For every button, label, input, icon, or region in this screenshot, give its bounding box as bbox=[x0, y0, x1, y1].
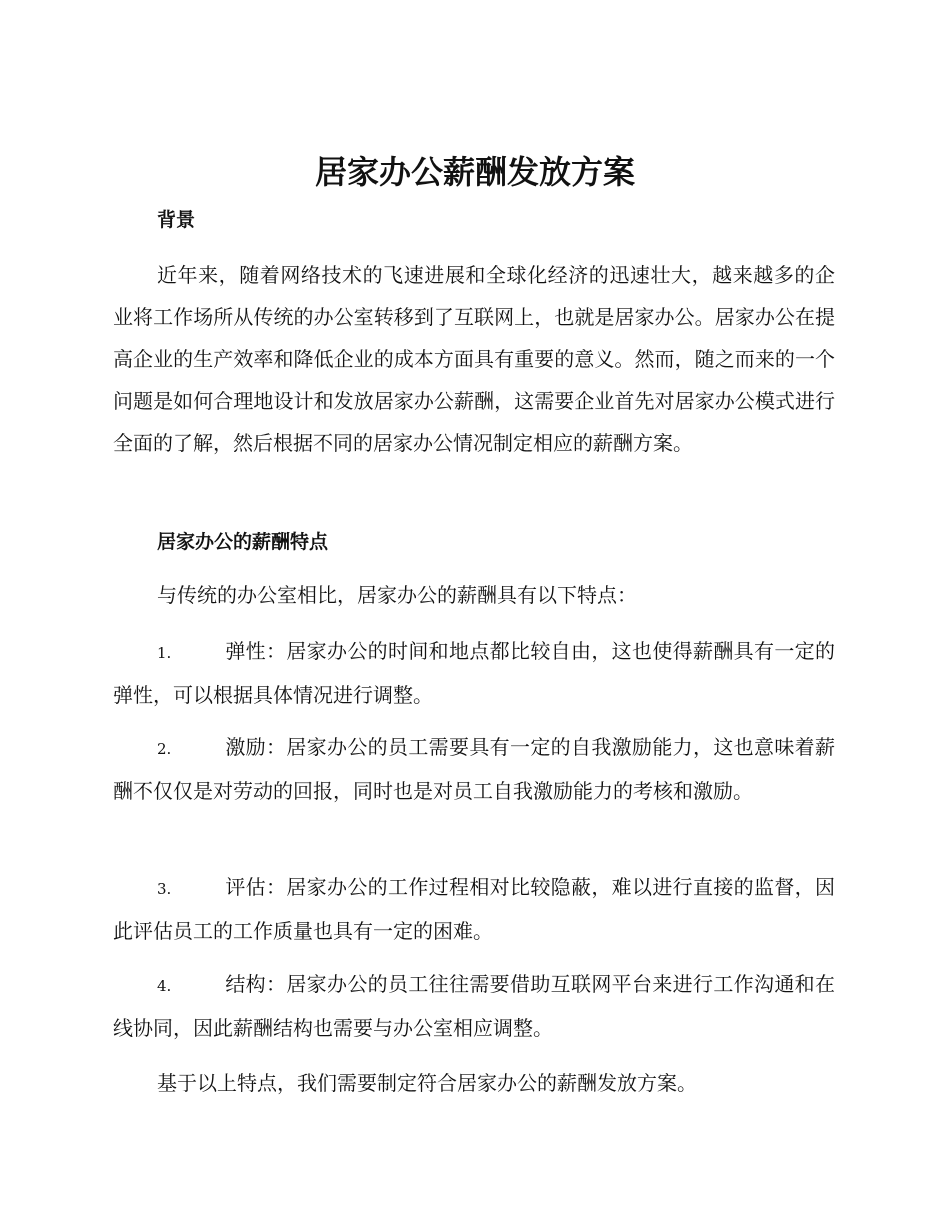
list-item bbox=[113, 726, 835, 812]
features-intro: 与传统的办公室相比，居家办公的薪酬具有以下特点： bbox=[157, 583, 637, 607]
section-heading-features: 居家办公的薪酬特点 bbox=[157, 531, 329, 553]
list-item bbox=[113, 866, 835, 952]
list-item-text: 评估：居家办公的工作过程相对比较隐蔽，难以进行直接的监督，因此评估员工的工作质量也具有一定的困难。 bbox=[113, 875, 835, 943]
list-item-number: 3. bbox=[157, 880, 172, 898]
list-item-number: 4. bbox=[157, 977, 172, 995]
list-item-number: 1. bbox=[157, 644, 172, 662]
list-item-number: 2. bbox=[157, 740, 172, 758]
features-conclusion: 基于以上特点，我们需要制定符合居家办公的薪酬发放方案。 bbox=[157, 1071, 697, 1095]
list-item bbox=[113, 963, 835, 1049]
list-item bbox=[113, 630, 835, 716]
list-item-text: 结构：居家办公的员工往往需要借助互联网平台来进行工作沟通和在线协同，因此薪酬结构也需要与办公室相应调整。 bbox=[113, 972, 835, 1040]
document-title: 居家办公薪酬发放方案 bbox=[314, 153, 635, 191]
list-item-text: 弹性：居家办公的时间和地点都比较自由，这也使得薪酬具有一定的弹性，可以根据具体情况进行调整。 bbox=[113, 639, 835, 707]
section-heading-background: 背景 bbox=[157, 209, 196, 231]
background-paragraph: 近年来，随着网络技术的飞速进展和全球化经济的迅速壮大，越来越多的企业将工作场所从传统的办公室转移到了互联网上，也就是居家办公。居家办公在提高企业的生产效率和降低企业的成本方面具有重要的意义。然而，随之而来的一个问题是如何合理地设计和发放居家办公薪酬，这需要企业首先对居家办公模式进行全面的了解，然后根据不同的居家办公情况制定相应的薪酬方案。 bbox=[113, 263, 835, 455]
list-item-text: 激励：居家办公的员工需要具有一定的自我激励能力，这也意味着薪酬不仅仅是对劳动的回报，同时也是对员工自我激励能力的考核和激励。 bbox=[113, 735, 835, 803]
